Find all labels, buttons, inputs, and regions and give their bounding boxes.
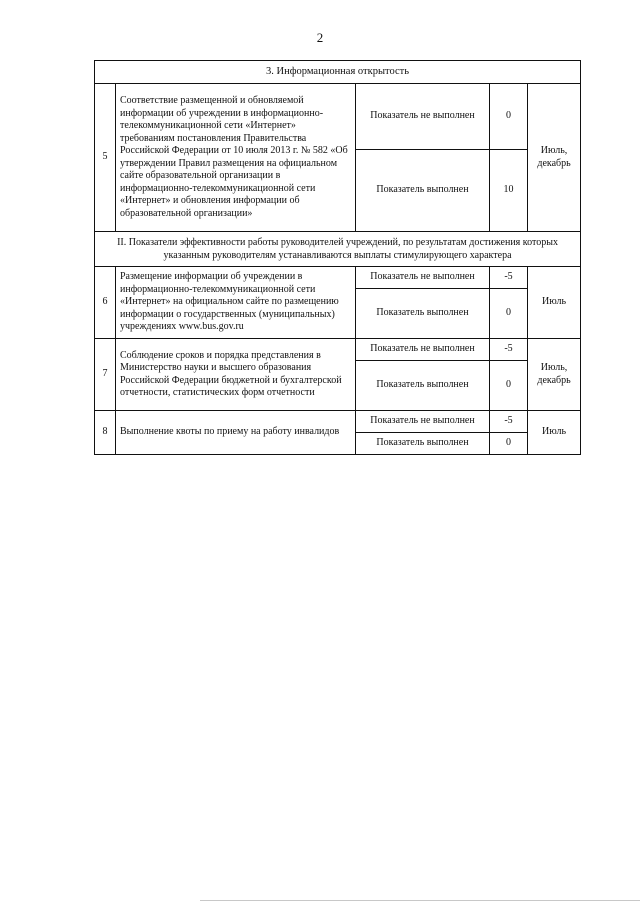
indicator-value: 0 <box>490 361 528 411</box>
table-row <box>95 84 581 150</box>
indicator-value: 0 <box>490 289 528 339</box>
indicator-label: Показатель выполнен <box>356 433 490 455</box>
section-3-title: 3. Информационная открытость <box>95 61 581 84</box>
indicator-label: Показатель не выполнен <box>356 84 490 150</box>
indicator-label: Показатель выполнен <box>356 289 490 339</box>
indicator-value: 10 <box>490 150 528 232</box>
indicator-value: 0 <box>490 84 528 150</box>
indicator-value: 0 <box>490 433 528 455</box>
row-number: 8 <box>95 411 116 455</box>
row-number: 6 <box>95 267 116 339</box>
row-period: Июль, декабрь <box>528 84 581 232</box>
row-description: Соблюдение сроков и порядка представления в Министерство науки и высшего образования Российской Федерации бюджетной и бухгалтерской отчетности, статистических форм отчетности <box>116 339 356 411</box>
row-description: Выполнение квоты по приему на работу инвалидов <box>116 411 356 455</box>
row-period: Июль, декабрь <box>528 339 581 411</box>
row-description: Размещение информации об учреждении в информационно-телекоммуникационной сети «Интернет» на официальном сайте по размещению информации о государственных (муниципальных) учреждениях www.bus.gov.ru <box>116 267 356 339</box>
indicator-value: -5 <box>490 267 528 289</box>
row-description: Соответствие размещенной и обновляемой информации об учреждении в информационно-телекоммуникационной сети «Интернет» требованиям постановления Правительства Российской Федерации от 10 июля 2013 г. № 582 «Об утверждении Правил размещения на официальном сайте образовательной организации в информационно-телекоммуникационной сети «Интернет» и обновления информации об образовательной организации» <box>116 84 356 232</box>
indicator-value: -5 <box>490 411 528 433</box>
indicator-label: Показатель не выполнен <box>356 267 490 289</box>
table-row <box>95 267 581 289</box>
indicator-label: Показатель не выполнен <box>356 411 490 433</box>
indicators-table <box>94 60 581 455</box>
row-number: 7 <box>95 339 116 411</box>
section-II-title: II. Показатели эффективности работы руководителей учреждений, по результатам достижения которых указанным руководителям устанавливаются выплаты стимулирующего характера <box>95 232 581 267</box>
indicator-label: Показатель выполнен <box>356 361 490 411</box>
row-period: Июль <box>528 267 581 339</box>
table-row <box>95 339 581 361</box>
indicator-label: Показатель не выполнен <box>356 339 490 361</box>
scan-edge-line <box>200 900 640 901</box>
table-row <box>95 411 581 433</box>
row-period: Июль <box>528 411 581 455</box>
row-number: 5 <box>95 84 116 232</box>
page-number: 2 <box>316 30 324 45</box>
indicator-value: -5 <box>490 339 528 361</box>
indicator-label: Показатель выполнен <box>356 150 490 232</box>
